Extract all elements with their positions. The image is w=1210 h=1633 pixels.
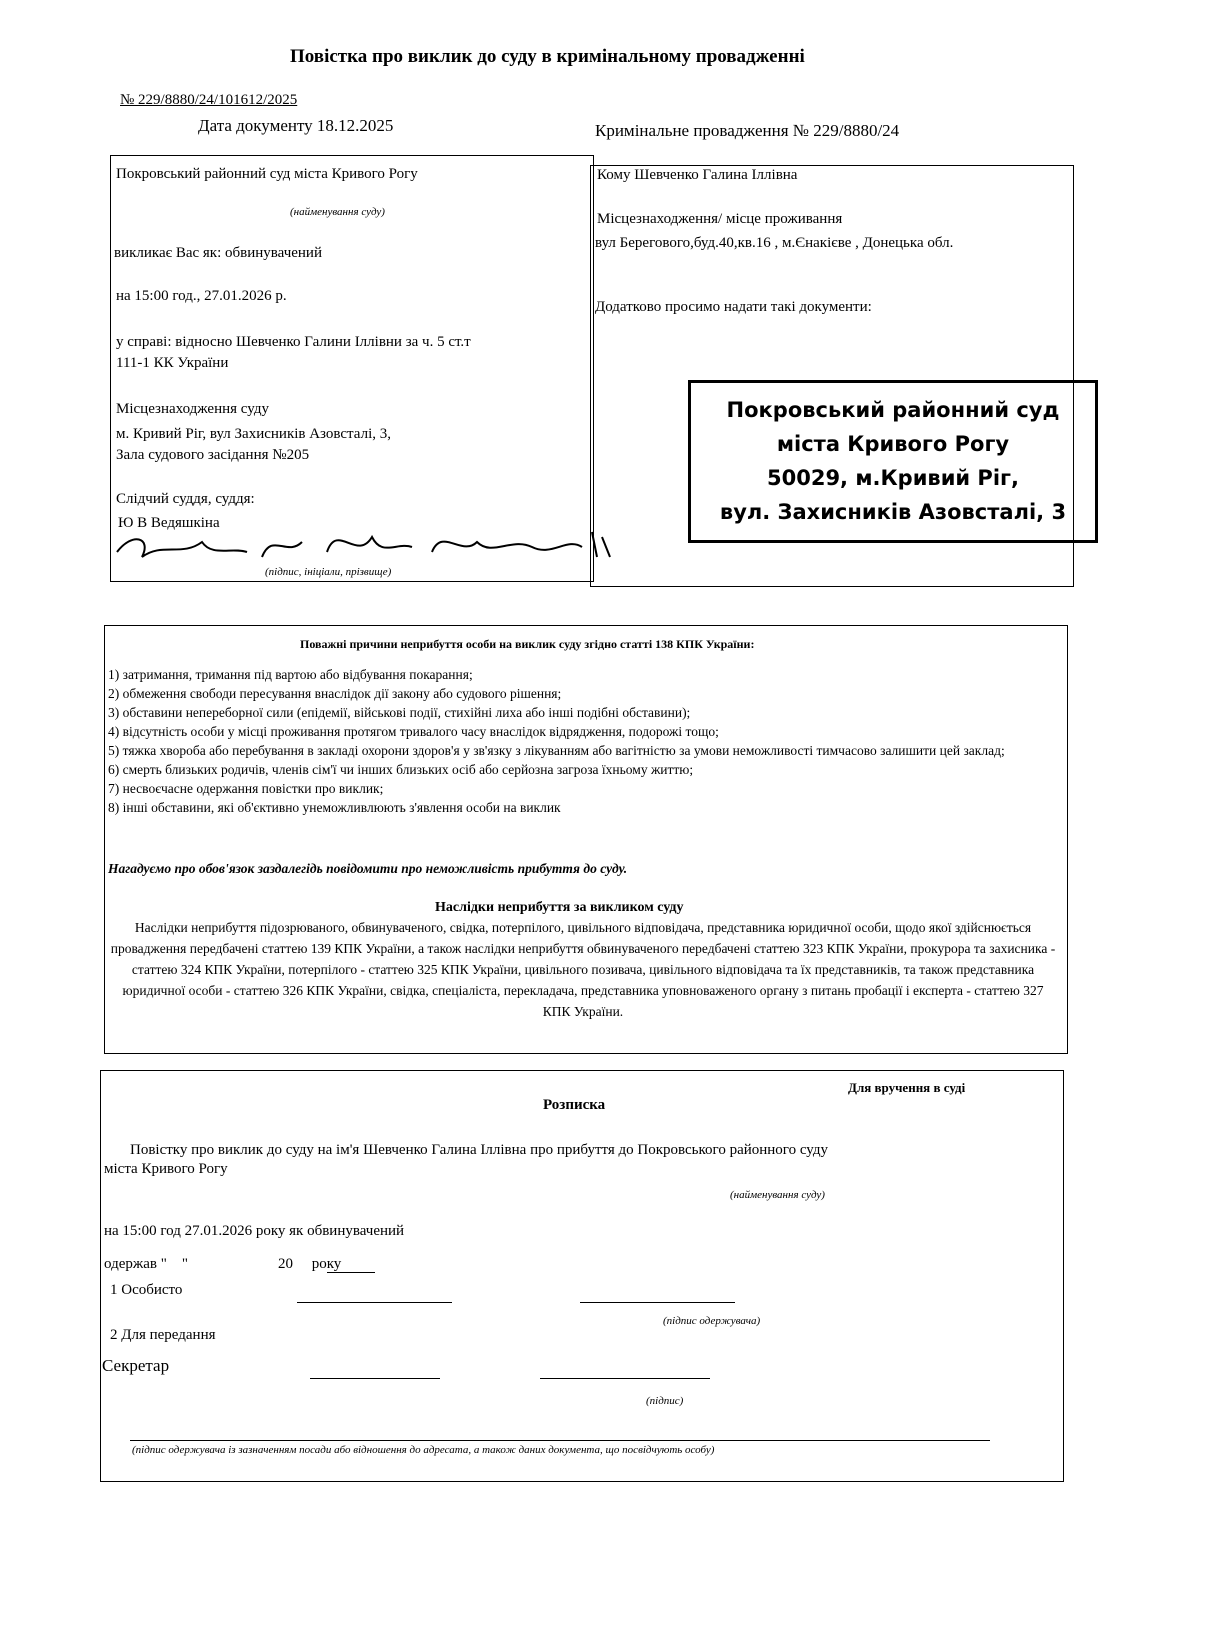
stamp-line: вул. Захисників Азовсталі, 3 — [719, 500, 1067, 524]
signature-line — [580, 1302, 735, 1303]
reasons-list — [108, 665, 1058, 817]
reason-item: 2) обмеження свободи пересування внаслідок дії закону або судового рішення; — [108, 686, 562, 701]
recipient: Кому Шевченко Галина Іллівна — [597, 167, 798, 183]
receipt-text: Повістку про виклик до суду на ім'я Шевченко Галина Іллівна про прибуття до Покровського районного суду — [130, 1142, 828, 1158]
consequences-text: Наслідки неприбуття підозрюваного, обвинуваченого, свідка, потерпілого, цивільного відповідача, представника юридичної особи, щодо якої здійснюється провадження передбачені статтею 139 КПК України, а також наслідки неприбуття обвинуваченого передбачені статтею 323 КПК України, прокурора та захисника - статтею 324 КПК України, потерпілого - статтею 325 КПК України, цивільного позивача, цивільного відповідача та їх представників, та також представника юридичної особи - статтею 326 КПК України, свідка, спеціаліста, перекладача, представника уповноваженого органу з питань пробації і експерта - статтею 327 КПК України. — [110, 920, 1056, 1019]
recipient-signature-caption: (підпис одержувача) — [663, 1315, 761, 1327]
case-description: у справі: відносно Шевченко Галини Іллівни за ч. 5 ст.т — [116, 334, 471, 350]
reason-item: 5) тяжка хвороба або перебування в закладі охорони здоров'я у зв'язку з лікуванням або вагітністю за умови неможливості тимчасово залишити цей заклад; — [108, 743, 1005, 758]
date-line — [327, 1272, 375, 1273]
case-article: 111-1 КК України — [116, 355, 229, 371]
signature-line — [310, 1378, 440, 1379]
reason-item: 4) відсутність особи у місці проживання протягом тривалого часу внаслідок відрядження, подорожі тощо; — [108, 724, 719, 739]
stamp-line: Покровський районний суд — [726, 398, 1060, 422]
court-stamp — [688, 380, 1098, 543]
court-name: Покровський районний суд міста Кривого Рогу — [116, 166, 418, 182]
receipt-court-caption: (найменування суду) — [730, 1189, 825, 1201]
hearing-time: на 15:00 год., 27.01.2026 р. — [116, 288, 287, 304]
court-location-label: Місцезнаходження суду — [116, 401, 269, 417]
case-number: Кримінальне провадження № 229/8880/24 — [595, 121, 900, 140]
received-date: одержав " " 20 року — [104, 1256, 342, 1272]
reason-item: 6) смерть близьких родичів, членів сім'ї чи інших близьких осіб або серйозна загроза їхньому життю; — [108, 762, 694, 777]
signature-caption: (підпис, ініціали, прізвище) — [265, 566, 392, 578]
signature-line — [540, 1378, 710, 1379]
for-court-label: Для вручення в суді — [848, 1080, 966, 1095]
residence-address: вул Берегового,буд.40,кв.16 , м.Єнакієве , Донецька обл. — [595, 235, 954, 251]
bottom-caption: (підпис одержувача із зазначенням посади або відношення до адресата, а також даних документа, що посвідчують особу) — [132, 1444, 715, 1456]
court-address: м. Кривий Ріг, вул Захисників Азовсталі, 3, — [116, 426, 391, 442]
handwritten-signature — [112, 512, 617, 572]
stamp-line: міста Кривого Рогу — [776, 432, 1010, 456]
document-date: Дата документу 18.12.2025 — [198, 116, 394, 135]
for-transfer-label: 2 Для передання — [110, 1327, 216, 1343]
judge-name: Ю В Ведяшкіна — [118, 515, 220, 531]
receipt-time: на 15:00 год 27.01.2026 року як обвинувачений — [104, 1223, 405, 1239]
reason-item: 7) несвоєчасне одержання повістки про виклик; — [108, 781, 384, 796]
receipt-heading: Розписка — [543, 1097, 606, 1113]
signature-line — [297, 1302, 452, 1303]
reason-item: 1) затримання, тримання під вартою або відбування покарання; — [108, 667, 473, 682]
document-title: Повістка про виклик до суду в кримінальному провадженні — [290, 46, 805, 67]
reasons-heading: Поважні причини неприбуття особи на виклик суду згідно статті 138 КПК України: — [300, 637, 755, 651]
court-caption: (найменування суду) — [290, 206, 385, 218]
courtroom: Зала судового засідання №205 — [116, 447, 310, 463]
document-number: № 229/8880/24/101612/2025 — [120, 92, 298, 108]
reason-item: 3) обставини непереборної сили (епідемії, військові події, стихійні лиха або інші подібні обставини); — [108, 705, 691, 720]
receipt-box — [100, 1070, 1064, 1482]
summons-role: викликає Вас як: обвинувачений — [114, 245, 322, 261]
secretary-label: Секретар — [102, 1356, 170, 1375]
receipt-court: міста Кривого Рогу — [104, 1161, 228, 1177]
personally-label: 1 Особисто — [110, 1282, 183, 1298]
residence-label: Місцезнаходження/ місце проживання — [597, 211, 843, 227]
reason-item: 8) інші обставини, які об'єктивно унеможливлюють з'явлення особи на виклик — [108, 800, 561, 815]
bottom-line — [130, 1440, 990, 1441]
stamp-line: 50029, м.Кривий Ріг, — [767, 466, 1019, 490]
reminder: Нагадуємо про обов'язок заздалегідь повідомити про неможливість прибуття до суду. — [108, 861, 628, 876]
judge-label: Слідчий суддя, суддя: — [116, 491, 255, 507]
documents-request: Додатково просимо надати такі документи: — [595, 299, 872, 315]
consequences-heading: Наслідки неприбуття за викликом суду — [435, 900, 684, 915]
sign-caption: (підпис) — [646, 1395, 684, 1407]
